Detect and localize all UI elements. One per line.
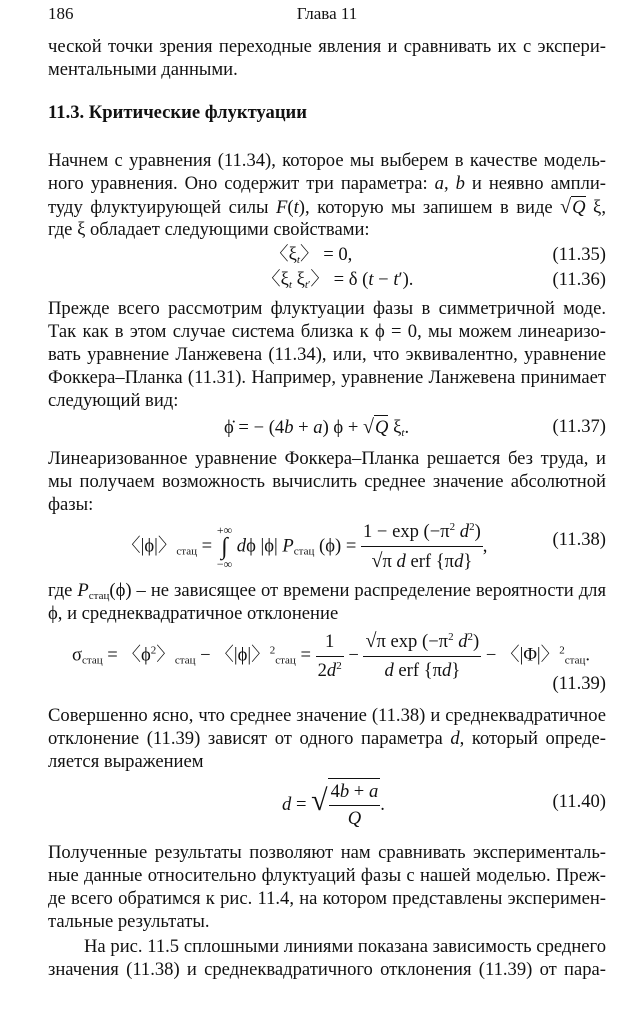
paragraph-line: Полученные результаты позволяют нам сравнивать эксперименталь- [48,842,606,863]
equation-number: (11.39) [552,673,606,694]
paragraph-line: мы получаем возможность вычислить среднее значение абсолютной [48,471,606,492]
paragraph-line: фазы: [48,494,94,515]
paragraph-line: значения (11.38) и среднеквадратичного отклонения (11.39) от пара- [48,959,606,980]
section-heading: 11.3. Критические флуктуации [48,102,307,123]
equation-number: (11.38) [552,529,606,550]
equation-number: (11.40) [552,791,606,812]
paragraph-line: ментальными данными. [48,59,238,80]
paragraph-line: Линеаризованное уравнение Фоккера–Планка решается без труда, и [48,448,606,469]
paragraph-line: ляется выражением [48,751,204,772]
paragraph-line: ного уравнения. Оно содержит три параметра: a, b и неявно ампли- [48,173,606,194]
paragraph-line: следующий вид: [48,390,179,411]
paragraph-line: На рис. 11.5 сплошными линиями показана зависимость среднего [84,936,606,957]
paragraph-line: Совершенно ясно, что среднее значение (11.38) и среднеквадратичное [48,705,606,726]
equation-11-38: 〈|ϕ|〉$_{стац}$ = +∞ ∫ −∞ dϕ |ϕ| $P_{стац}$ (ϕ) = $\frac{1 - \exp (-\pi^2 d^2)}{\text{√π d erf \{πd\}}}$ , (11.38) [48,508,606,572]
paragraph-line: тальные результаты. [48,911,210,932]
paragraph-line: где ξ обладает следующими свойствами: [48,219,370,240]
paragraph-line: ϕ, и среднеквадратичное отклонение [48,603,339,624]
paragraph-line: вать уравнение Ланжевена (11.34), или, что эквивалентно, уравнение [48,344,606,365]
paragraph-line: туду флуктуирующей силы F(t), которую мы запишем в виде √Q ξ, [48,196,606,218]
equation-number: (11.36) [552,269,606,290]
page-number: 186 [48,4,74,23]
equation-number: (11.37) [552,416,606,437]
paragraph-line: Так как в этом случае система близка к ϕ = 0, мы можем линеаризо- [48,321,606,342]
equation-11-40: d = √ $\frac{4b + a}{Q}$ . (11.40) [48,772,606,832]
paragraph-line: ческой точки зрения переходные явления и сравнивать их с экспери- [48,36,606,57]
paragraph-line: ные данные относительно флуктуаций фазы с нашей моделью. Преж- [48,865,606,886]
chapter-title: Глава 11 [296,4,358,23]
paragraph-line: отклонение (11.39) зависят от одного параметра d, который опреде- [48,728,606,749]
running-header [48,4,606,26]
paragraph-line: Прежде всего рассмотрим флуктуации фазы в симметричной моде. [48,298,606,319]
paragraph-line: Фоккера–Планка (11.31). Например, уравнение Ланжевена принимает [48,367,606,388]
paragraph-line: де всего обратимся к рис. 11.4, на котором представлены эксперимен- [48,888,606,909]
paragraph-line: Начнем с уравнения (11.34), которое мы выберем в качестве модель- [48,150,606,171]
paragraph-line: где $P_{стац}(\phi)$ – не зависящее от времени распределение вероятности для [48,580,607,602]
equation-11-39: $\sigma_{стац}$ = 〈$\phi^2$〉$_{стац}$ − 〈|ϕ|〉$^2_{стац}$ = $\frac{1}{2d^2}$ − $\frac{√\pi \exp (-\pi^2 d^2)}{\text{d erf \{πd\}}}$ − 〈|Φ|〉$^2_{стац}$. (11.39) [72,630,606,694]
book-page: 186 Глава 11 ческой точки зрения переходные явления и сравнивать их с экспери- ментальными данными. 11.3. Критические флуктуации Начнем с уравнения (11.34), которое мы выберем в качестве модель- ного уравнения. Оно содержит три параметра: a, b и неявно ампли- туду флуктуирующей силы F(t), которую мы запишем в виде √Q ξ, где ξ обладает следующими свойствами: 〈$\xi_t$〉 = 0, (11.35) 〈$\xi_t$ $\xi_{t'}$〉 = δ (t − t′). (11.36) Прежде всего рассмотрим флуктуации фазы в симметричной моде. Так как в этом случае система близка к ϕ = 0, мы можем линеаризо- вать уравнение Ланжевена (11.34), или, что эквивалентно, уравнение Фоккера–Планка (11.31). Например, уравнение Ланжевена принимает следующий вид: ϕ̇ = − (4b + a) ϕ + √Q $\xi_t$. (11.37) Линеаризованное уравнение Фоккера–Планка решается без труда, и мы получаем возможность вычислить среднее значение абсолютной фазы: 〈|ϕ|〉$_{стац}$ = +∞ ∫ −∞ dϕ |ϕ| $P_{стац}$ (ϕ) = $\frac{1 - \exp (-\pi^2 d^2)}{\text{√π d erf \{πd\}}}$ , (11.38) где $P_{стац}(\phi)$ – не зависящее от времени распределение вероятности для ϕ, и среднеквадратичное отклонение $\sigma_{стац}$ = 〈$\phi^2$〉$_{стац}$ − 〈|ϕ|〉$^2_{стац}$ = $\frac{1}{2d^2}$ − $\frac{√\pi \exp (-\pi^2 d^2)}{\text{d erf \{πd\}}}$ − 〈|Φ|〉$^2_{стац}$. (11.39) Совершенно ясно, что среднее значение (11.38) и среднеквадратичное отклонение (11.39) зависят от одного параметра d, который опреде- ляется выражением d = √ $\frac{4b + a}{Q}$ . (11.40) Полученные результаты позволяют нам сравнивать эксперименталь- ные данные относительно флуктуаций фазы с нашей моделью. Преж- де всего обратимся к рис. 11.4, на котором представлены эксперимен- тальные результаты. На рис. 11.5 сплошными линиями показана зависимость среднего значения (11.38) и среднеквадратичного отклонения (11.39) от пара- [48,4,607,980]
equation-number: (11.35) [552,244,606,265]
